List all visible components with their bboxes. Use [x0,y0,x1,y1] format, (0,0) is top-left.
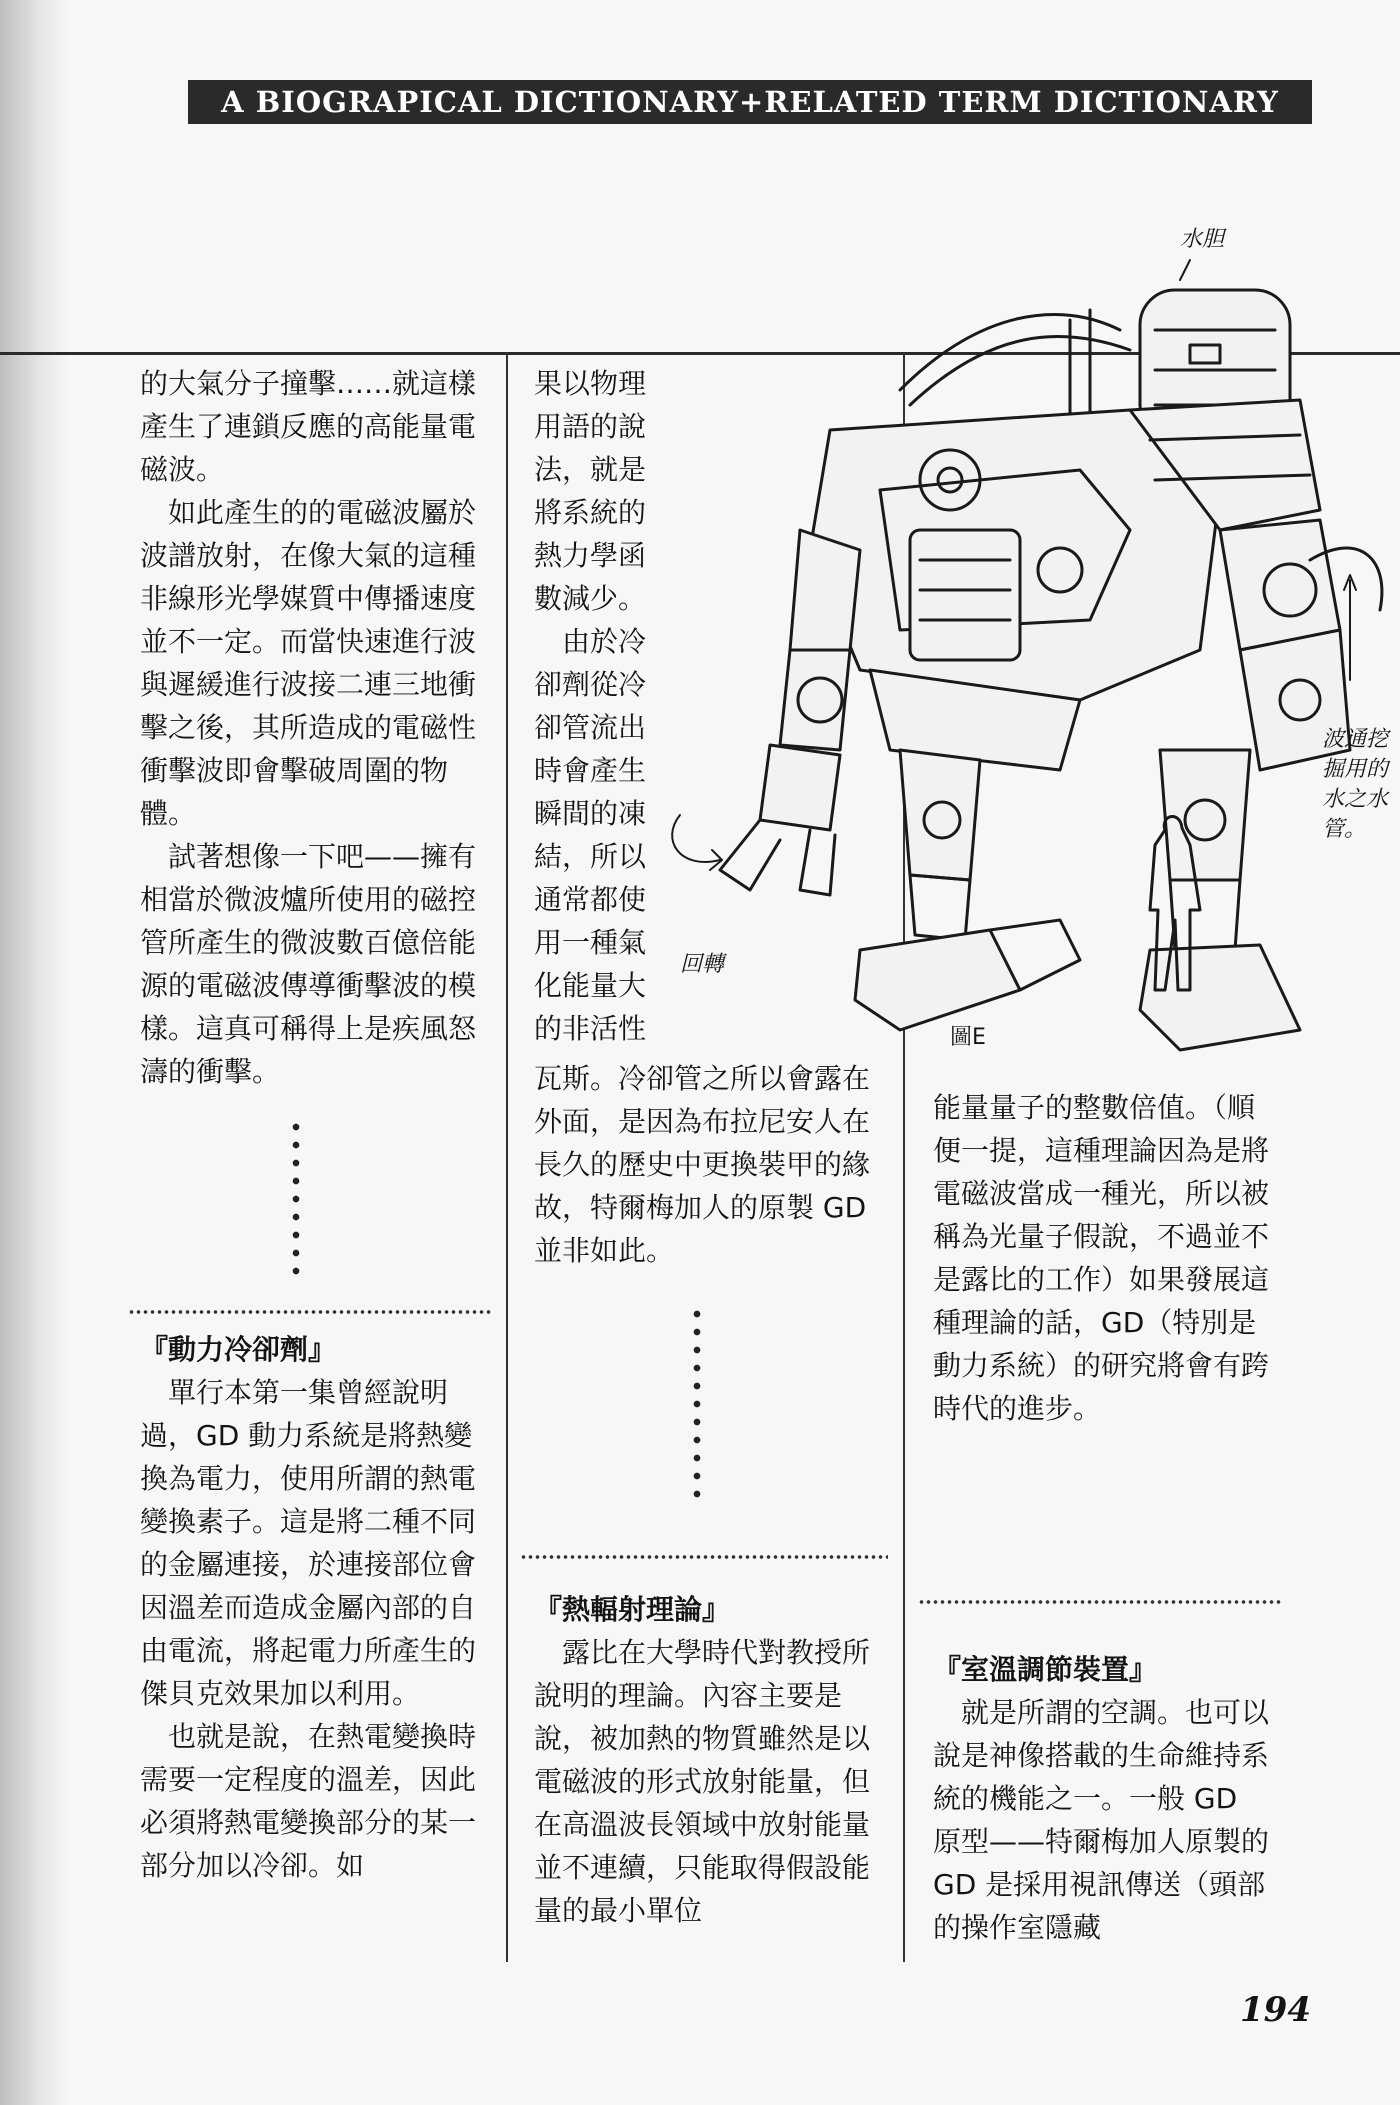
col1-paragraph-3: 試著想像一下吧——擁有相當於微波爐所使用的磁控管所產生的微波數百億倍能源的電磁波傳導衝擊波的模樣。這真可稱得上是疾風怒濤的衝擊。 [140,840,477,1088]
column-1-bottom [140,1328,477,1887]
col2-paragraph-2: 由於冷卻劑從冷卻管流出時會產生瞬間的凍結，所以通常都使用一種氣化能量大的非活性 [534,625,647,1045]
annotation-rotate: 回轉 [680,952,725,977]
entry-title-coolant: 『動力冷卻劑』 [140,1333,337,1366]
column-3-bottom [933,1648,1273,1949]
column-1-top [140,362,477,1093]
book-spine-shadow [0,0,70,2105]
col2-paragraph-1: 果以物理用語的說法，就是將系統的熱力學函數減少。 [534,367,647,615]
annotation-side: 波通挖掘用的水之水管。 [1322,727,1389,842]
col3-paragraph-1: 能量量子的整數倍值。（順便一提，這種理論因為是將電磁波當成一種光，所以被稱為光量子假說，不過並不是露比的工作）如果發展這種理論的話，GD（特別是動力系統）的研究將會有跨時代的進步。 [933,1091,1270,1425]
col1-paragraph-5: 也就是說，在熱電變換時需要一定程度的溫差，因此必須將熱電變換部分的某一部分加以冷卻。如 [140,1720,477,1882]
robot-sketch-illustration [660,230,1400,1070]
annotation-top: 水胆 [1180,227,1225,252]
column-2-narrow [534,362,654,1050]
section-header: A BIOGRAPICAL DICTIONARY+RELATED TERM DICTIONARY [188,80,1312,124]
column-3-top [933,1086,1273,1430]
entry-title-thermal-radiation: 『熱輻射理論』 [534,1593,731,1626]
page-number: 194 [1240,1990,1311,2030]
col3-paragraph-2: 就是所謂的空調。也可以說是神像搭載的生命維持系統的機能之一。一般 GD 原型——特爾梅加人原製的 GD 是採用視訊傳送（頭部的操作室隱藏 [933,1696,1270,1944]
col2-paragraph-3: 露比在大學時代對教授所說明的理論。內容主要是說，被加熱的物質雖然是以電磁波的形式放射能量，但在高溫波長領域中放射能量並不連續，只能取得假設能量的最小單位 [534,1636,871,1927]
col1-continuation-dots [292,1118,300,1280]
col1-entry-separator [128,1310,493,1314]
col2-paragraph-2b: 瓦斯。冷卻管之所以會露在外面，是因為布拉尼安人在長久的歷史中更換裝甲的緣故，特爾梅加人的原製 GD 並非如此。 [534,1062,871,1267]
column-2-bottom [534,1588,879,1932]
column-divider-1 [506,352,508,1962]
column-2-wide [534,1057,879,1272]
col2-entry-separator [520,1555,888,1559]
col2-continuation-dots [693,1305,701,1505]
col1-paragraph-4: 單行本第一集曾經說明過，GD 動力系統是將熱變換為電力，使用所謂的熱電變換素子。這是將二種不同的金屬連接，於連接部位會因溫差而造成金屬內部的自由電流，將起電力所產生的傑貝克效果加以利用。 [140,1376,477,1710]
col1-paragraph-1: 的大氣分子撞擊……就這樣產生了連鎖反應的高能量電磁波。 [140,367,477,486]
entry-title-climate-control: 『室溫調節裝置』 [933,1653,1158,1686]
figure-label: 圖E [950,1025,986,1050]
col3-entry-separator [918,1600,1283,1604]
col1-paragraph-2: 如此產生的的電磁波屬於波譜放射，在像大氣的這種非線形光學媒質中傳播速度並不一定。而當快速進行波與遲緩進行波接二連三地衝擊之後，其所造成的電磁性衝擊波即會擊破周圍的物體。 [140,496,477,830]
